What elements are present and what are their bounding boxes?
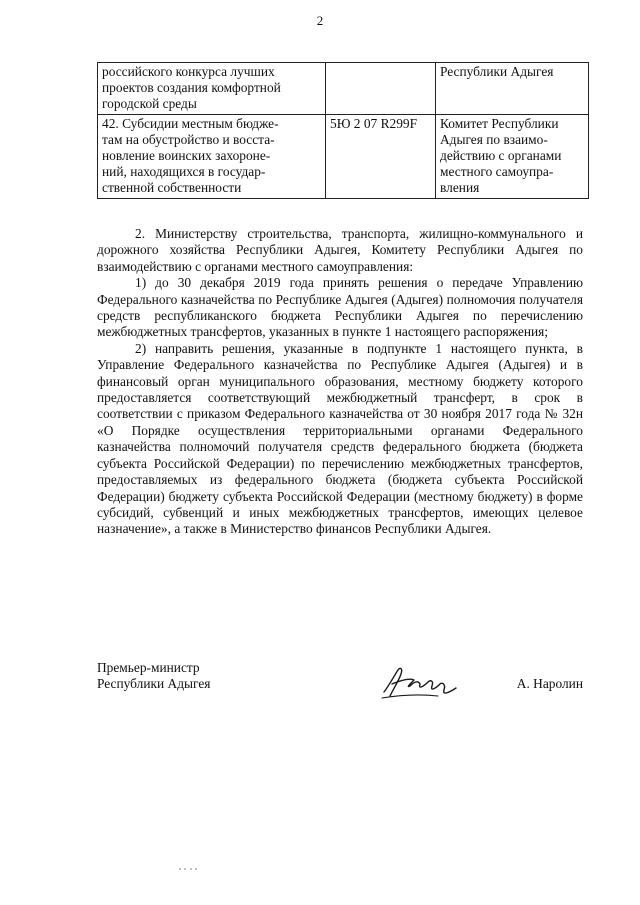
table-cell-code <box>326 63 436 115</box>
cell-line: проектов создания комфортной <box>102 80 281 95</box>
signatory-title <box>97 660 210 693</box>
table-cell-responsible <box>436 63 589 115</box>
paragraph-2: 2. Министерству строительства, транспорта, жилищно-коммунального и дорожного хозяйства Республики Адыгея, Комитету Республики Адыгея по взаимодействию с органами местного самоуправления: <box>97 226 583 274</box>
signature-block <box>97 660 583 710</box>
paragraph-2-2: 2) направить решения, указанные в подпункте 1 настоящего пункта, в Управление Федерального казначейства по Республике Адыгея (Адыгея) и в финансовый орган муниципального образования, местному бюджету которого предоставляется соответствующий межбюджетный трансферт, в срок в соответствии с приказом Федерального казначейства от 30 ноября 2017 года № 32н «О Порядке осуществления территориальными органами Федерального казначейства полномочий получателя средств федерального бюджета (бюджета субъекта Российской Федерации) по перечислению межбюджетных трансфертов, предоставляемых из федерального бюджета (бюджета субъекта Российской Федерации) бюджету субъекта Российской Федерации (местному бюджету) в форме субсидий, субвенций и иных межбюджетных трансфертов, имеющих целевое назначение», а также в Министерство финансов Республики Адыгея. <box>97 340 583 537</box>
table-cell-code: 5Ю 2 07 R299F <box>326 115 436 199</box>
cell-line: Республики Адыгея <box>440 64 554 79</box>
signatory-title-line: Премьер-министр <box>97 660 200 675</box>
cell-line: Комитет Республики <box>440 116 559 131</box>
table-cell-responsible <box>436 115 589 199</box>
signatory-name: А. Наролин <box>516 676 583 691</box>
funding-table <box>97 62 589 199</box>
cell-line: 42. Субсидии местным бюдже- <box>102 116 279 131</box>
table-cell-description <box>98 63 326 115</box>
table-cell-description <box>98 115 326 199</box>
cell-line: Адыгея по взаимо- <box>440 132 548 147</box>
cell-line: там на обустройство и восста- <box>102 132 275 147</box>
scan-artifact <box>178 866 198 872</box>
cell-line: действию с органами <box>440 148 562 163</box>
cell-line: городской среды <box>102 96 197 111</box>
cell-line: новление воинских захороне- <box>102 148 271 163</box>
table-row <box>98 115 589 199</box>
table-row <box>98 63 589 115</box>
cell-line: местного самоупра- <box>440 164 554 179</box>
page-number: 2 <box>316 13 324 28</box>
paragraph-2-1: 1) до 30 декабря 2019 года принять решения о передаче Управлению Федерального казначейства по Республике Адыгея (Адыгея) полномочия получателя средств республиканского бюджета Республики Адыгея по перечислению межбюджетных трансфертов, указанных в пункте 1 настоящего распоряжения; <box>97 275 583 340</box>
cell-line: российского конкурса лучших <box>102 64 275 79</box>
cell-line: ний, находящихся в государ- <box>102 164 266 179</box>
handwritten-signature <box>380 662 460 704</box>
cell-line: ственной собственности <box>102 180 242 195</box>
document-body <box>97 226 583 538</box>
cell-line: вления <box>440 180 480 195</box>
signatory-title-line: Республики Адыгея <box>97 676 211 692</box>
